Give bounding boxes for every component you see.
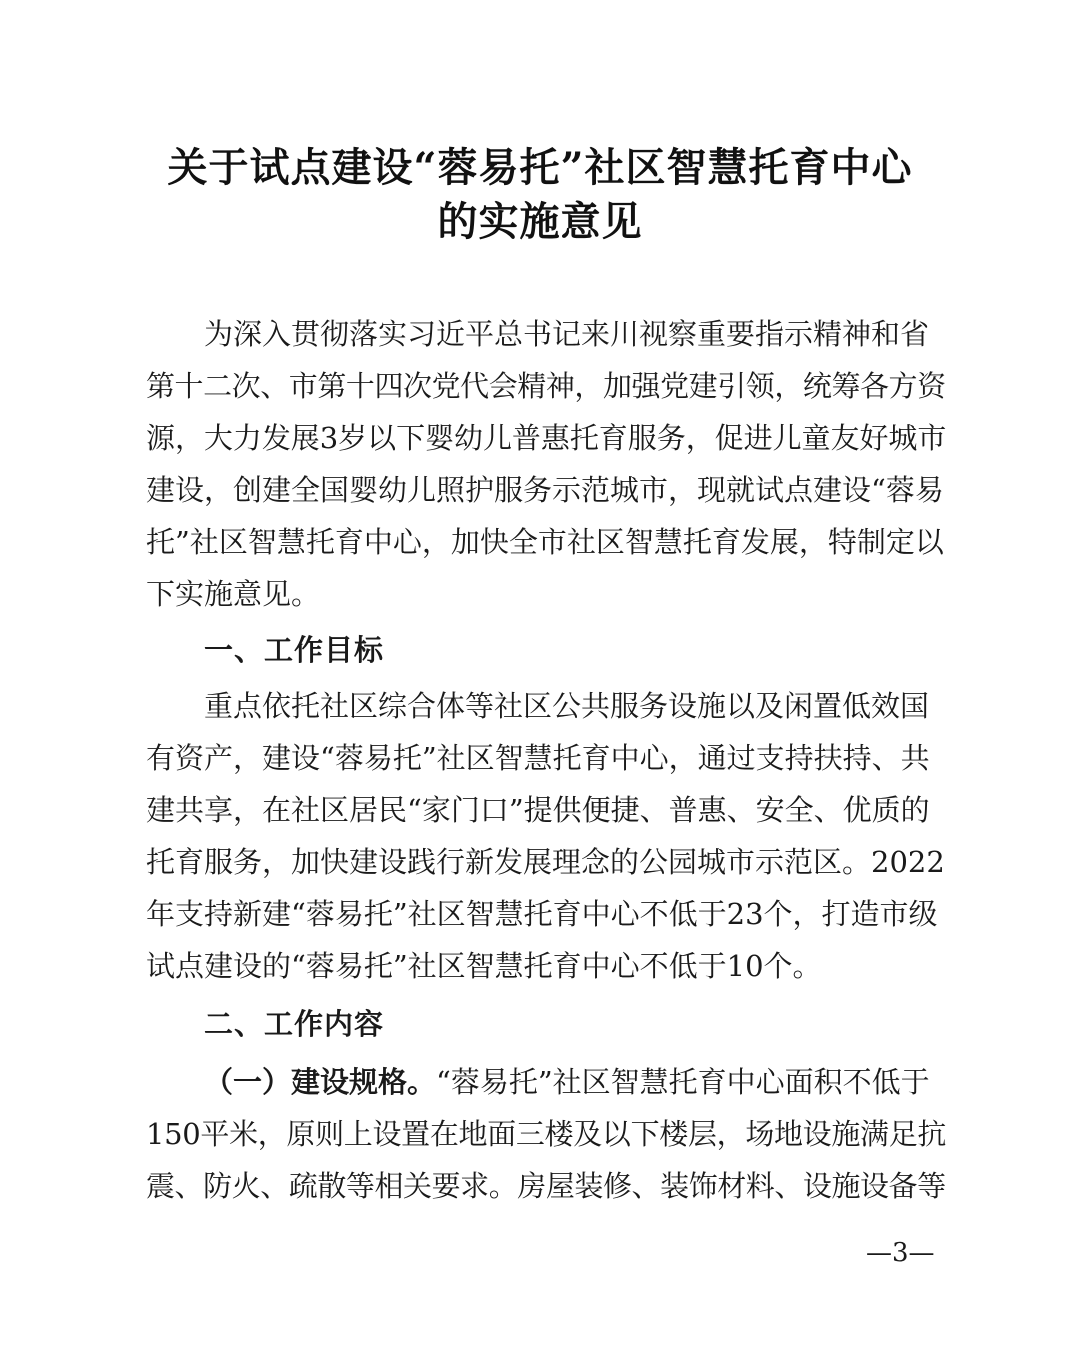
paragraph-line: 150平米，原则上设置在地面三楼及以下楼层，场地设施满足抗 [146,1117,947,1151]
paragraph-line: 建共享，在社区居民“家门口”提供便捷、普惠、安全、优质的 [146,793,930,827]
paragraph-line: 下实施意见。 [146,577,321,611]
page-number: —3— [866,1238,935,1268]
paragraph-line: 托”社区智慧托育中心，加快全市社区智慧托育发展，特制定以 [146,525,944,559]
paragraph-line: 重点依托社区综合体等社区公共服务设施以及闲置低效国 [204,689,930,723]
item-label: （一）建设规格。 [204,1065,437,1099]
paragraph-line: 为深入贯彻落实习近平总书记来川视察重要指示精神和省 [204,317,930,351]
document-title-line-2: 的实施意见 [437,198,643,245]
paragraph-line: 源，大力发展3岁以下婴幼儿普惠托育服务，促进儿童友好城市 [146,421,947,455]
section-heading-goals: 一、工作目标 [204,633,385,667]
paragraph-line: 托育服务，加快建设践行新发展理念的公园城市示范区。2022 [146,845,945,879]
paragraph-line: 第十二次、市第十四次党代会精神，加强党建引领，统筹各方资 [146,369,946,403]
paragraph-line: 建设，创建全国婴幼儿照护服务示范城市，现就试点建设“蓉易 [146,473,944,507]
paragraph-line: 年支持新建“蓉易托”社区智慧托育中心不低于23个，打造市级 [146,897,938,931]
paragraph-line: 有资产，建设“蓉易托”社区智慧托育中心，通过支持扶持、共 [146,741,930,775]
item-text: “蓉易托”社区智慧托育中心面积不低于 [436,1065,930,1099]
document-title-line-1: 关于试点建设“蓉易托”社区智慧托育中心 [167,144,913,191]
paragraph-line [204,1062,946,1102]
section-heading-content: 二、工作内容 [204,1007,385,1041]
paragraph-line: 试点建设的“蓉易托”社区智慧托育中心不低于10个。 [146,949,822,983]
paragraph-line: 震、防火、疏散等相关要求。房屋装修、装饰材料、设施设备等 [146,1169,946,1203]
